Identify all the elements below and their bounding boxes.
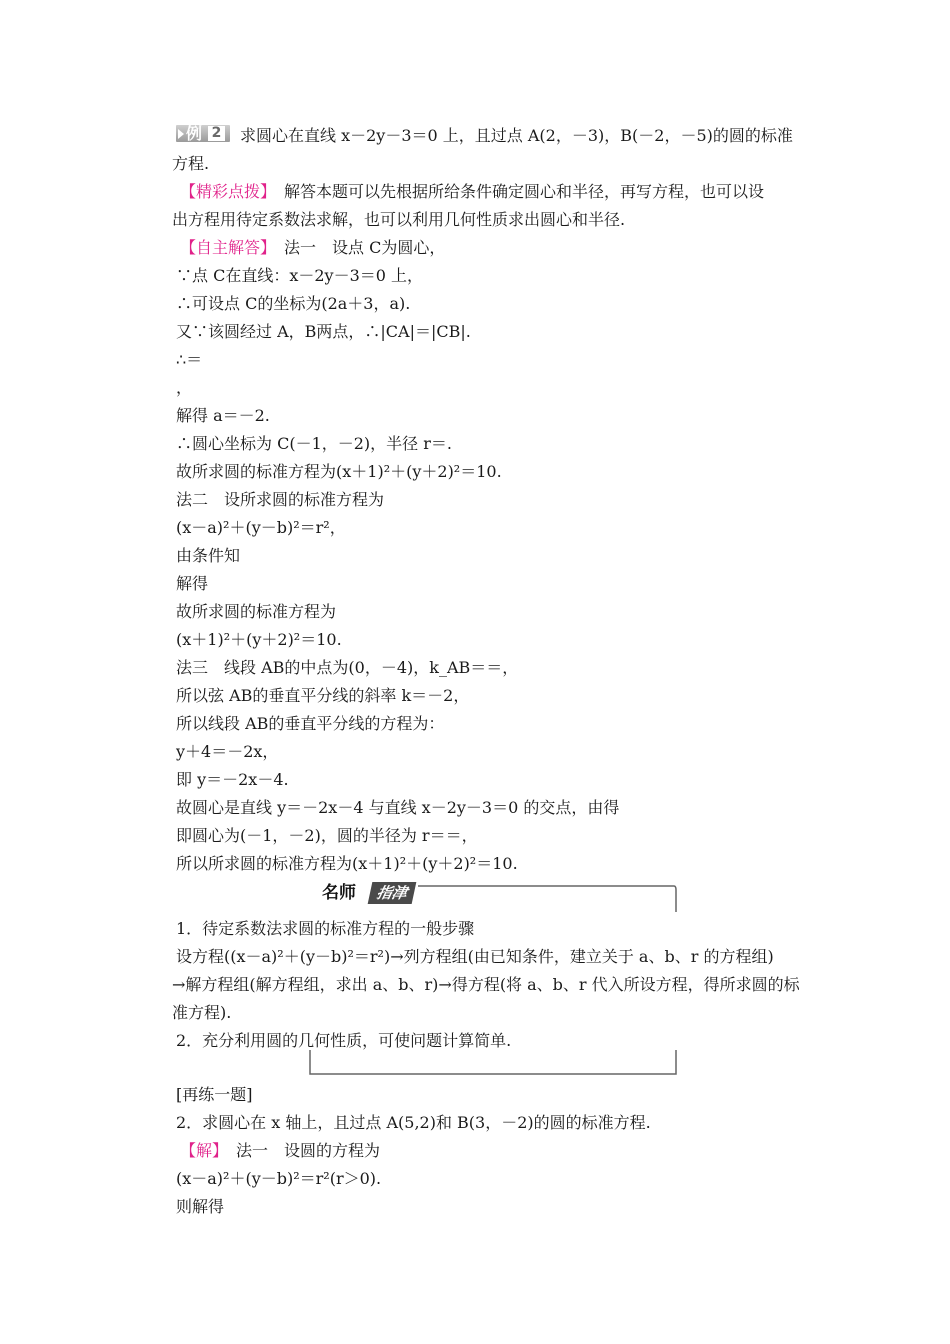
solution-line: 又∵该圆经过 A，B两点，∴|CA|＝|CB|. <box>176 322 471 341</box>
solution-line: 所以弦 AB的垂直平分线的斜率 k＝－2， <box>176 686 470 705</box>
hint-paragraph <box>180 181 764 203</box>
practice-solution-header <box>180 1140 380 1162</box>
hint-line-1: 解答本题可以先根据所给条件确定圆心和半径，再写方程，也可以设 <box>268 182 765 201</box>
practice-solution-intro: 法一 设圆的方程为 <box>220 1141 381 1160</box>
solution-line: ， <box>176 378 193 397</box>
solution-line: 故圆心是直线 y＝－2x－4 与直线 x－2y－3＝0 的交点，由得 <box>176 798 620 817</box>
solution-line: ∴圆心坐标为 C(－1，－2)，半径 r＝. <box>176 434 452 453</box>
hint-line-2: 出方程用待定系数法求解，也可以利用几何性质求出圆心和半径. <box>172 210 626 229</box>
solution-line: ∵点 C在直线：x－2y－3＝0 上， <box>176 266 424 285</box>
practice-equation: (x－a)²＋(y－b)²＝r²(r＞0). <box>176 1169 382 1188</box>
solution-line: (x－a)²＋(y－b)²＝r²， <box>176 518 346 537</box>
problem-line-1: 求圆心在直线 x－2y－3＝0 上，且过点 A(2，－3)，B(－2，－5)的圆的标准 <box>240 126 793 145</box>
solution-line: 所以线段 AB的垂直平分线的方程为： <box>176 714 445 733</box>
example-badge <box>172 123 230 145</box>
play-arrow-icon <box>178 129 184 139</box>
solution-line: 由条件知 <box>176 546 241 565</box>
solution-line: ∴可设点 C的坐标为(2a＋3，a). <box>176 294 411 313</box>
solution-line: 所以所求圆的标准方程为(x＋1)²＋(y＋2)²＝10. <box>176 854 518 873</box>
tips-item-1: 1．待定系数法求圆的标准方程的一般步骤 <box>176 919 475 938</box>
practice-solution-tag: 【解】 <box>180 1141 221 1160</box>
solution-line: 解得 <box>176 574 209 593</box>
solution-line: y＋4＝－2x， <box>176 742 279 761</box>
problem-line-2: 方程. <box>172 154 210 173</box>
tips-item-1-line-1: 设方程((x－a)²＋(y－b)²＝r²)→列方程组(由已知条件，建立关于 a、b、r 的方程组) <box>176 947 774 966</box>
practice-problem: 2．求圆心在 x 轴上，且过点 A(5,2)和 B(3，－2)的圆的标准方程. <box>176 1113 651 1132</box>
tips-title <box>318 880 422 908</box>
solution-line: 解得 a＝－2. <box>176 406 270 425</box>
tips-item-1-line-3: 准方程). <box>172 1003 232 1022</box>
solution-line: (x＋1)²＋(y＋2)²＝10. <box>176 630 342 649</box>
tips-item-2: 2．充分利用圆的几何性质，可使问题计算简单. <box>176 1031 512 1050</box>
solution-line: 即 y＝－2x－4. <box>176 770 289 789</box>
tips-item-1-line-2: →解方程组(解方程组，求出 a、b、r)→得方程(将 a、b、r 代入所设方程，得所求圆的标 <box>172 975 800 994</box>
solution-tag: 【自主解答】 <box>180 238 269 257</box>
tips-title-tag: 指津 <box>368 882 417 904</box>
solution-line: ∴＝ <box>176 350 203 369</box>
solution-line: 即圆心为(－1，－2)，圆的半径为 r＝＝， <box>176 826 478 845</box>
solution-line: 故所求圆的标准方程为 <box>176 602 337 621</box>
tips-title-main: 名师 <box>322 883 356 903</box>
solution-line: 故所求圆的标准方程为(x＋1)²＋(y＋2)²＝10. <box>176 462 502 481</box>
example-badge-label: 例 <box>186 124 203 143</box>
hint-tag: 【精彩点拨】 <box>180 182 269 201</box>
practice-header: [再练一题] <box>176 1085 253 1104</box>
solution-line: 法三 线段 AB的中点为(0，－4)，k_AB＝＝， <box>176 658 519 677</box>
example-badge-number: 2 <box>208 126 225 141</box>
solution-intro: 法一 设点 C为圆心， <box>268 238 446 257</box>
practice-then: 则解得 <box>176 1197 225 1216</box>
solution-header <box>180 237 445 259</box>
solution-line: 法二 设所求圆的标准方程为 <box>176 490 385 509</box>
